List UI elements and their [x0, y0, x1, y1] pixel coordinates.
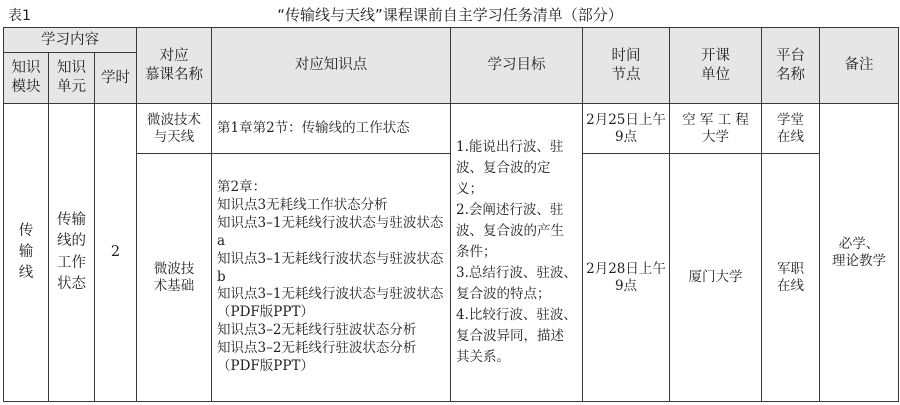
header-hours: 学时 [95, 53, 137, 104]
cell-remark: 必学、 理论教学 [820, 104, 899, 402]
table-row [4, 104, 899, 154]
cell-platform: 学堂 在线 [762, 104, 820, 154]
cell-knowledge: 第1章第2节：传输线的工作状态 [212, 104, 451, 154]
table-caption [0, 3, 900, 25]
table-number: 表1 [8, 8, 31, 24]
cell-goals: 1.能说出行波、驻波、复合波的定义； 2.会阐述行波、驻波、复合波的产生条件； 3.总结行波、驻波、复合波的特点； 4.比较行波、驻波、复合波异同，描述其关系。 [451, 104, 583, 402]
task-list-table [3, 27, 899, 402]
cell-mooc: 微波技术 与天线 [137, 104, 212, 154]
cell-platform: 军职 在线 [762, 154, 820, 402]
cell-time: 2月25日上午 9点 [583, 104, 670, 154]
header-knowledge-points: 对应知识点 [212, 28, 451, 104]
cell-org: 厦门大学 [670, 154, 762, 402]
cell-mooc: 微波技 术基础 [137, 154, 212, 402]
cell-module: 传 输 线 [4, 104, 49, 402]
header-time: 时间 节点 [583, 28, 670, 104]
header-remark: 备注 [820, 28, 899, 104]
cell-time: 2月28日上午 9点 [583, 154, 670, 402]
header-unit: 知识 单元 [49, 53, 95, 104]
cell-org: 空 军 工 程 大学 [670, 104, 762, 154]
header-org: 开课 单位 [670, 28, 762, 104]
cell-hours: 2 [95, 104, 137, 402]
header-mooc: 对应 慕课名称 [137, 28, 212, 104]
header-study-content: 学习内容 [4, 28, 137, 53]
cell-knowledge: 第2章： 知识点3无耗线工作状态分析 知识点3–1无耗线行波状态与驻波状态a 知识点3–1无耗线行波状态与驻波状态b 知识点3–1无耗线行波状态与驻波状态（PDF版PPT） 知识点3–2无耗线行驻波状态分析 知识点3–2无耗线行驻波状态分析（PDF版PPT） [212, 154, 451, 402]
header-goals: 学习目标 [451, 28, 583, 104]
header-module: 知识 模块 [4, 53, 49, 104]
header-platform: 平台 名称 [762, 28, 820, 104]
table-title: “传输线与天线”课程课前自主学习任务清单（部分） [277, 6, 623, 24]
cell-unit: 传输 线的 工作 状态 [49, 104, 95, 402]
